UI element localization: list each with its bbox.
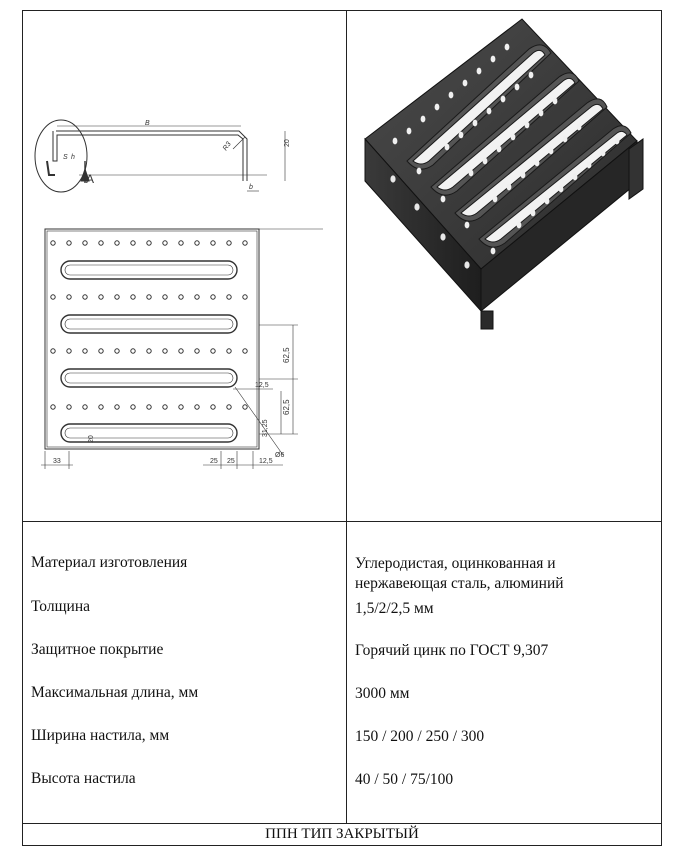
product-render-cell	[346, 10, 662, 522]
spec-label-thickness: Толщина	[31, 598, 90, 615]
dim-b-top: B	[145, 120, 150, 127]
spec-label-height: Высота настила	[31, 770, 136, 787]
radius-label: R3	[221, 140, 233, 153]
thickness-label: S	[63, 154, 68, 161]
bottom-b-label: b	[249, 184, 253, 191]
slot-1	[61, 261, 237, 279]
plan-outline	[45, 229, 259, 449]
slot-3	[61, 369, 237, 387]
hole-25a-label: 25	[210, 458, 218, 465]
hole-125-label: 12,5	[259, 458, 273, 465]
spec-value-thickness: 1,5/2/2,5 мм	[355, 600, 434, 617]
technical-drawing	[23, 11, 348, 523]
pitch-2-label: 62,5	[282, 399, 291, 415]
spec-label-coating: Защитное покрытие	[31, 641, 164, 658]
hole-diam-label: Ø6	[275, 452, 285, 459]
left-33-label: 33	[53, 458, 61, 465]
spec-value-coating: Горячий цинк по ГОСТ 9,307	[355, 642, 549, 659]
spec-label-material: Материал изготовления	[31, 554, 188, 571]
hole-rows	[51, 241, 247, 409]
product-3d-render	[347, 11, 663, 523]
offset-125-label: 12,5	[255, 382, 269, 389]
spec-value-height: 40 / 50 / 75/100	[355, 771, 454, 788]
technical-drawing-cell	[22, 10, 347, 522]
hole-row-4	[51, 405, 247, 409]
spec-value-material: Углеродистая, оцинкованная и нержавеющая сталь, алюминий	[355, 555, 564, 592]
spec-values-cell	[346, 521, 662, 824]
section-label: A	[86, 172, 95, 186]
slot-width-label: 20	[88, 435, 95, 443]
slot-2	[61, 315, 237, 333]
spec-label-max-length: Максимальная длина, мм	[31, 684, 199, 701]
document-table	[22, 10, 662, 846]
flange-label: h	[71, 154, 75, 161]
height-label: 20	[284, 139, 291, 147]
profile-outline	[53, 131, 243, 181]
hole-25b-label: 25	[227, 458, 235, 465]
spec-label-width: Ширина настила, мм	[31, 727, 170, 744]
spec-value-width: 150 / 200 / 250 / 300	[355, 728, 485, 745]
spec-value-max-length: 3000 мм	[355, 685, 410, 702]
hole-row-1	[51, 241, 247, 245]
footer-title: ППН ТИП ЗАКРЫТЫЙ	[22, 823, 662, 846]
hole-row-3	[51, 349, 247, 353]
offset-3125-label: 31,25	[262, 419, 269, 437]
pitch-1-label: 62,5	[282, 347, 291, 363]
spec-labels-cell	[22, 521, 347, 824]
hole-row-2	[51, 295, 247, 299]
